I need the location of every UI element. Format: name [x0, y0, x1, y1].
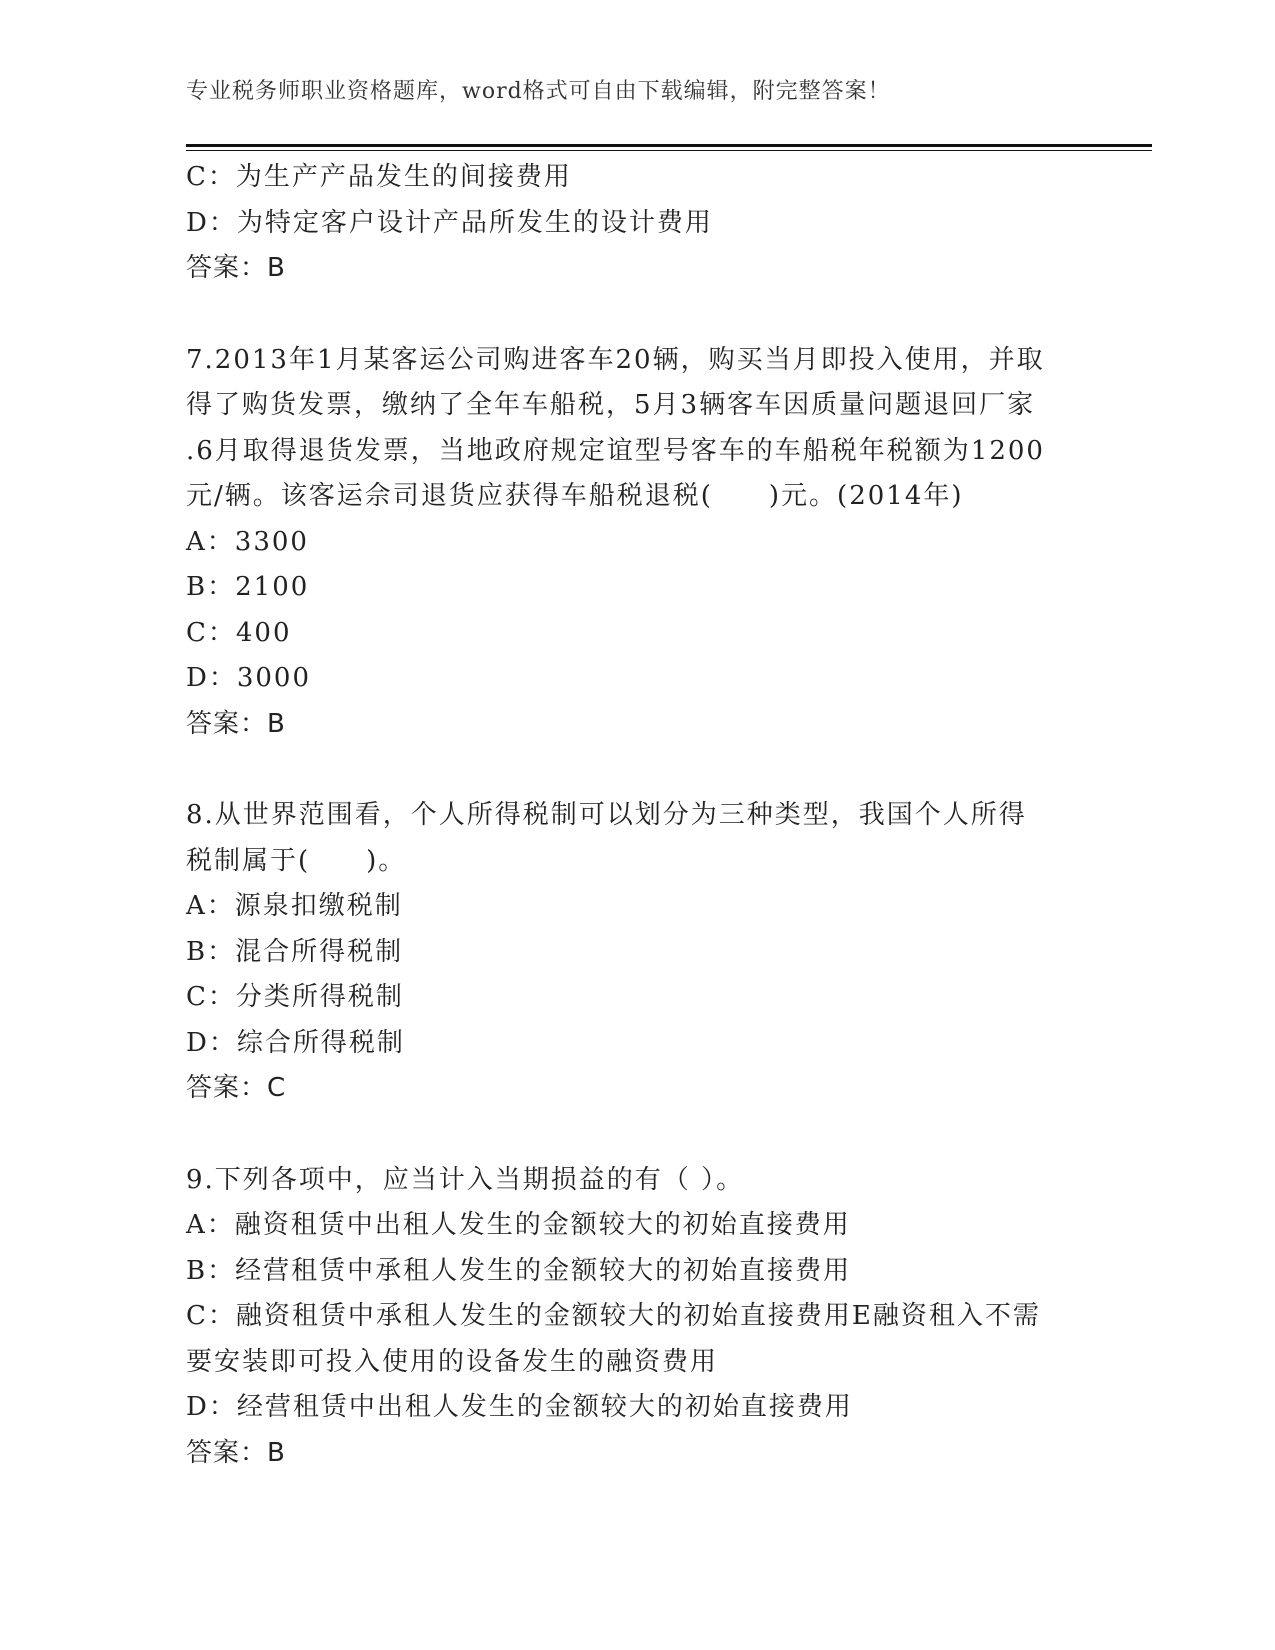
question-content — [186, 155, 1086, 1476]
answer-line: 答案：B — [186, 1437, 286, 1468]
option-b: B：2100 — [186, 572, 310, 602]
option-c: C：融资租赁中承租人发生的金额较大的初始直接费用E融资租入不需 — [186, 1301, 1041, 1331]
option-d: D：经营租赁中出租人发生的金额较大的初始直接费用 — [186, 1392, 853, 1422]
question-9 — [186, 1158, 1086, 1477]
option-c: C：为生产产品发生的间接费用 — [186, 162, 572, 192]
question-text: 9.下列各项中，应当计入当期损益的有（ ）。 — [186, 1164, 745, 1195]
question-text: 元/辆。该客运佘司退货应获得车船税退税( )元。(2014年) — [186, 481, 964, 511]
answer-line: 答案：B — [186, 253, 286, 283]
question-text: .6月取得退货发票，当地政府规定谊型号客车的车船税年税额为1200 — [186, 435, 1045, 466]
option-c-continued: 要安装即可投入使用的设备发生的融资费用 — [186, 1346, 719, 1377]
question-text: 税制属于( )。 — [186, 845, 407, 876]
answer-line: 答案：B — [186, 708, 286, 739]
page-header: 专业税务师职业资格题库，word格式可自由下载编辑，附完整答案！ — [186, 79, 891, 104]
option-a: A：3300 — [186, 526, 309, 557]
option-d: D：为特定客户设计产品所发生的设计费用 — [186, 207, 713, 238]
carryover-block — [186, 155, 1086, 292]
question-7 — [186, 338, 1086, 748]
answer-line: 答案：C — [186, 1073, 287, 1103]
question-text: 8.从世界范围看，个人所得税制可以划分为三种类型，我国个人所得 — [186, 800, 1027, 830]
option-b: B：经营租赁中承租人发生的金额较大的初始直接费用 — [186, 1255, 852, 1286]
option-d: D：3000 — [186, 663, 312, 693]
option-d: D：综合所得税制 — [186, 1027, 405, 1058]
question-text: 7.2013年1月某客运公司购进客车20辆，购买当月即投入使用，并取 — [186, 344, 1045, 375]
header-rule-thin — [186, 150, 1152, 151]
question-text: 得了购货发票，缴纳了全年车船税，5月3辆客车因质量问题退回厂家 — [186, 390, 1036, 420]
option-a: A：源泉扣缴税制 — [186, 891, 403, 921]
question-8 — [186, 793, 1086, 1112]
option-c: C：400 — [186, 617, 292, 648]
option-b: B：混合所得税制 — [186, 936, 404, 967]
header-rule-thick — [186, 144, 1152, 147]
option-c: C：分类所得税制 — [186, 982, 404, 1012]
option-a: A：融资租赁中出租人发生的金额较大的初始直接费用 — [186, 1210, 851, 1240]
